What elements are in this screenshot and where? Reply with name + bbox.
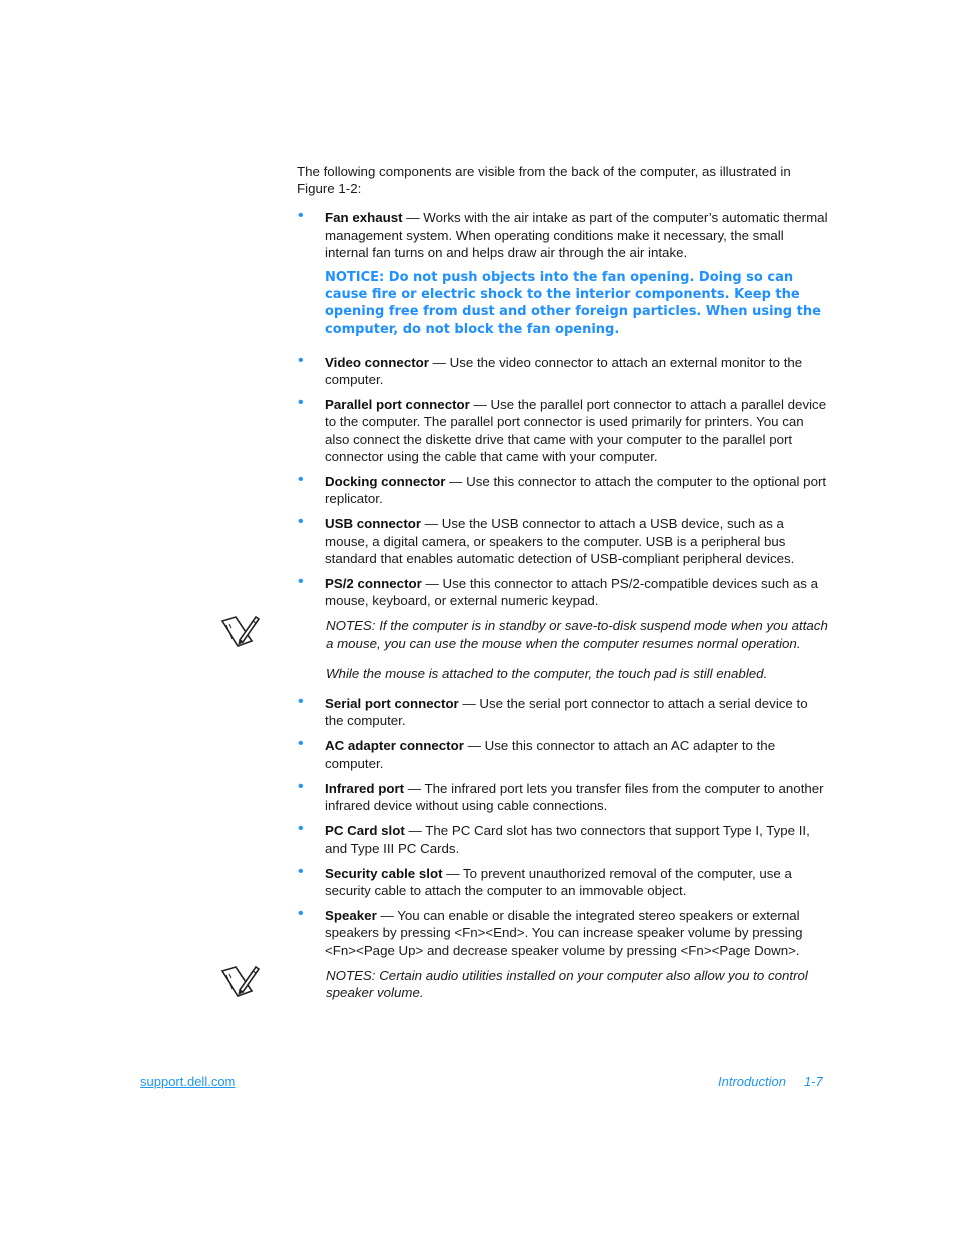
notes-block-mouse xyxy=(297,617,829,682)
item-term: Docking connector xyxy=(325,474,446,490)
list-item-usb-connector xyxy=(297,515,829,567)
bullet-icon: • xyxy=(298,207,304,225)
list-item-docking-connector xyxy=(297,473,829,507)
item-description: — Use this connector to attach an AC adapter to the computer. xyxy=(325,738,776,771)
intro-paragraph: The following components are visible from the back of the computer, as illustrated in Figure 1-2: xyxy=(297,164,791,197)
bullet-icon: • xyxy=(298,820,304,838)
item-description: — Use the parallel port connector to attach a parallel device to the computer. The parallel port connector is used primarily for printers. You can also connect the diskette drive that came with your computer to the parallel port connector using the cable that came with your computer. xyxy=(325,397,827,464)
bullet-icon: • xyxy=(298,905,304,923)
list-item-ac-adapter xyxy=(297,737,829,771)
item-term: AC adapter connector xyxy=(325,738,464,754)
page-number: 1-7 xyxy=(803,1074,823,1089)
bullet-icon: • xyxy=(298,693,304,711)
item-term: Video connector xyxy=(325,354,429,370)
list-item-fan-exhaust xyxy=(297,209,829,337)
page-footer-label xyxy=(718,1074,823,1089)
item-description: — The PC Card slot has two connectors that support Type I, Type II, and Type III PC Cards. xyxy=(325,823,810,856)
list-item-parallel-port xyxy=(297,396,829,465)
item-description: — To prevent unauthorized removal of the computer, use a security cable to attach the computer to an immovable object. xyxy=(325,865,792,898)
item-term: Security cable slot xyxy=(325,865,443,881)
list-item-security-cable-slot xyxy=(297,862,829,899)
bullet-icon: • xyxy=(298,513,304,531)
item-term: Serial port connector xyxy=(325,696,459,712)
note-pencil-icon xyxy=(220,613,260,649)
note-text: NOTES: If the computer is in standby or save-to-disk suspend mode when you attach a mouse, you can use the mouse when the computer resumes normal operation. xyxy=(326,618,828,651)
item-term: Infrared port xyxy=(325,780,405,796)
item-description: — Use the USB connector to attach a USB device, such as a mouse, a digital camera, or speakers to the computer. USB is a peripheral bus standard that enables automatic detection of USB-compliant peripheral devices. xyxy=(325,516,795,566)
bullet-icon: • xyxy=(298,777,304,795)
item-description: — The infrared port lets you transfer files from the computer to another infrared device without using cable connections. xyxy=(325,780,824,814)
support-link[interactable]: support.dell.com xyxy=(140,1074,236,1089)
bullet-icon: • xyxy=(298,735,304,753)
item-term: PS/2 connector xyxy=(325,576,422,592)
list-item-serial-port xyxy=(297,695,829,729)
bullet-icon: • xyxy=(298,573,304,591)
list-item-pc-card-slot xyxy=(297,822,829,856)
list-item-video-connector xyxy=(297,351,829,388)
bullet-icon: • xyxy=(298,351,304,369)
notes-block-audio xyxy=(297,967,829,1001)
note-text-touchpad: While the mouse is attached to the computer, the touch pad is still enabled. xyxy=(326,665,768,681)
notice-text: NOTICE: Do not push objects into the fan opening. Doing so can cause fire or electric shock to the interior components. Keep the opening free from dust and other foreign particles. When using the computer, do not block the fan opening. xyxy=(325,270,821,337)
item-term: Parallel port connector xyxy=(325,397,470,413)
bullet-icon: • xyxy=(298,394,304,412)
item-term: PC Card slot xyxy=(325,823,405,839)
note-text: NOTES: Certain audio utilities installed on your computer also allow you to control speaker volume. xyxy=(326,967,808,1000)
item-description: — Use the serial port connector to attach a serial device to the computer. xyxy=(325,696,808,729)
list-item-speaker xyxy=(297,907,829,959)
item-term: Fan exhaust xyxy=(325,210,403,226)
item-description: — Works with the air intake as part of the computer’s automatic thermal management system. When operating conditions make it necessary, the small internal fan turns on and helps draw air through the air intake. xyxy=(325,210,828,260)
item-description: — Use the video connector to attach an external monitor to the computer. xyxy=(325,354,803,388)
bullet-icon: • xyxy=(298,471,304,489)
footer-section: Introduction xyxy=(718,1074,786,1089)
bullet-icon: • xyxy=(298,862,304,880)
item-description: — You can enable or disable the integrated stereo speakers or external speakers by pressing <Fn><End>. You can increase speaker volume by pressing <Fn><Page Up> and decrease speaker volume by pressing <Fn><Page Down>. xyxy=(325,908,803,958)
item-description: — Use this connector to attach PS/2-compatible devices such as a mouse, keyboard, or external numeric keypad. xyxy=(325,576,818,609)
list-item-ps2-connector xyxy=(297,575,829,609)
list-item-infrared-port xyxy=(297,777,829,814)
page-body xyxy=(297,163,829,1010)
note-pencil-icon xyxy=(220,963,260,999)
item-description: — Use this connector to attach the computer to the optional port replicator. xyxy=(325,474,827,507)
item-term: USB connector xyxy=(325,516,422,532)
item-term: Speaker xyxy=(325,908,377,924)
